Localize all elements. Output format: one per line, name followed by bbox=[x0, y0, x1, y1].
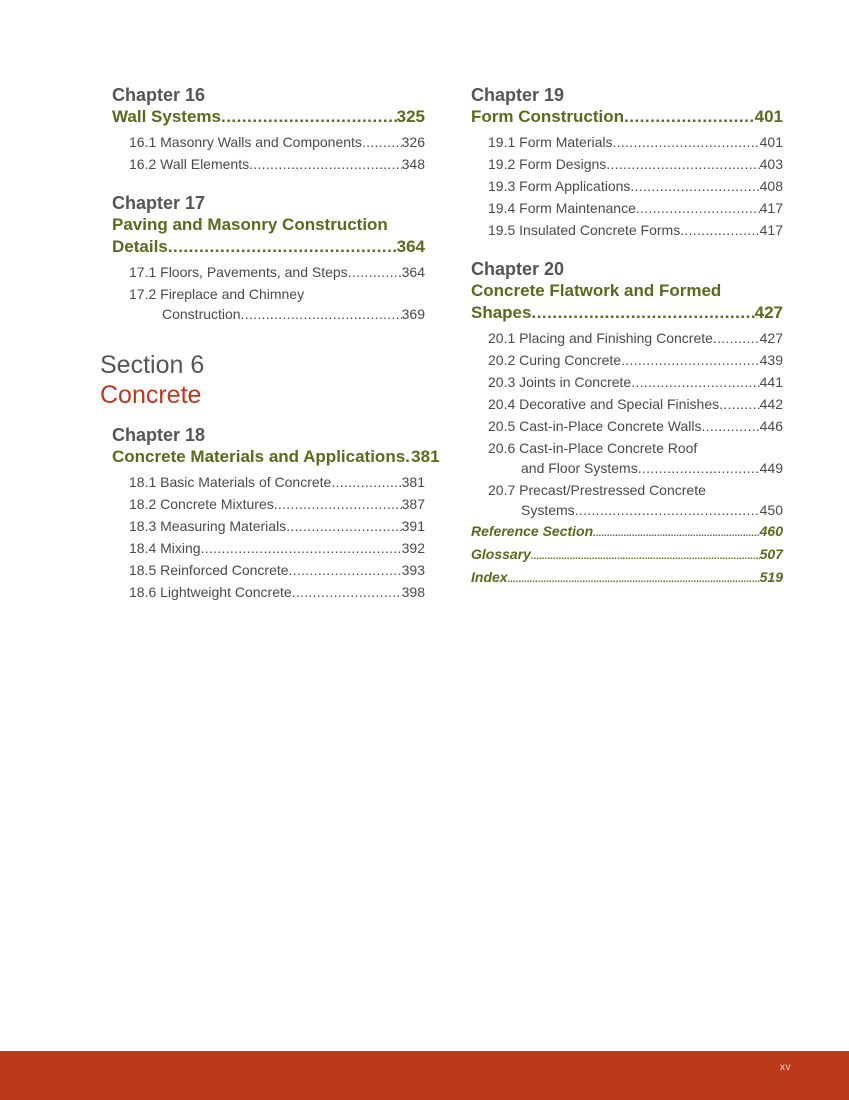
entry-page: 417 bbox=[759, 200, 783, 216]
entry-title: 20.5 Cast-in-Place Concrete Walls bbox=[488, 418, 702, 434]
leader-dots bbox=[249, 154, 402, 174]
chapter-title-text: Details bbox=[112, 237, 168, 256]
entry-title: 20.3 Joints in Concrete bbox=[488, 374, 632, 390]
toc-entry[interactable] bbox=[471, 350, 783, 370]
toc-entry[interactable] bbox=[471, 416, 783, 436]
leader-dots bbox=[621, 350, 760, 370]
entry-page: 446 bbox=[759, 418, 783, 434]
leader-dots bbox=[348, 262, 402, 282]
entry-title: 18.1 Basic Materials of Concrete bbox=[129, 474, 332, 490]
chapter-title-text: Shapes bbox=[471, 303, 532, 322]
entry-page: 364 bbox=[401, 264, 425, 280]
chapter-page: 427 bbox=[754, 303, 783, 322]
chapter-title-text: Concrete Materials and Applications bbox=[112, 447, 406, 466]
section-heading bbox=[100, 350, 425, 410]
chapter-page: 381 bbox=[411, 447, 440, 466]
leader-dots bbox=[201, 538, 402, 558]
leader-dots bbox=[531, 544, 760, 567]
back-matter-page: 519 bbox=[759, 569, 783, 585]
leader-dots bbox=[274, 494, 402, 514]
entry-title: 20.7 Precast/Prestressed Concrete bbox=[488, 482, 706, 498]
entry-title: 20.6 Cast-in-Place Concrete Roof bbox=[488, 440, 698, 456]
toc-entry[interactable] bbox=[471, 372, 783, 392]
toc-left-column bbox=[100, 84, 440, 620]
section-label: Section 6 bbox=[100, 351, 205, 379]
back-matter-index[interactable] bbox=[471, 567, 783, 590]
entry-title: 18.3 Measuring Materials bbox=[129, 518, 287, 534]
entry-page: 442 bbox=[759, 396, 783, 412]
leader-dots bbox=[701, 416, 759, 436]
entry-page: 381 bbox=[401, 474, 425, 490]
entry-title: 19.4 Form Maintenance bbox=[488, 200, 636, 216]
leader-dots bbox=[612, 132, 759, 152]
chapter-17 bbox=[100, 192, 425, 324]
leader-dots bbox=[631, 372, 759, 392]
chapter-page: 401 bbox=[754, 107, 783, 126]
chapter-16 bbox=[100, 84, 425, 174]
chapter-title[interactable] bbox=[471, 106, 783, 128]
back-matter-title: Index bbox=[471, 569, 508, 585]
entry-title: 20.2 Curing Concrete bbox=[488, 352, 622, 368]
entry-title: 20.4 Decorative and Special Finishes bbox=[488, 396, 720, 412]
entry-title: 18.6 Lightweight Concrete bbox=[129, 584, 292, 600]
toc-entry[interactable] bbox=[112, 472, 425, 492]
toc-entry[interactable] bbox=[112, 132, 425, 152]
leader-dots bbox=[593, 521, 759, 544]
chapter-title[interactable] bbox=[112, 106, 425, 128]
chapter-label: Chapter 17 bbox=[112, 193, 206, 213]
section-title: Concrete bbox=[100, 381, 202, 409]
chapter-page: 364 bbox=[396, 237, 425, 256]
chapter-title-text: Form Construction bbox=[471, 107, 624, 126]
entry-page: 369 bbox=[401, 306, 425, 322]
entry-page: 401 bbox=[759, 134, 783, 150]
toc-entry[interactable] bbox=[112, 516, 425, 536]
toc-entry[interactable] bbox=[471, 154, 783, 174]
entry-page: 408 bbox=[759, 178, 783, 194]
leader-dots bbox=[221, 106, 397, 128]
chapter-18 bbox=[100, 424, 440, 602]
toc-entry[interactable] bbox=[471, 480, 783, 520]
chapter-label: Chapter 19 bbox=[471, 85, 565, 105]
toc-entry[interactable] bbox=[471, 176, 783, 196]
entry-title-cont: and Floor Systems bbox=[521, 460, 638, 476]
chapter-page: 325 bbox=[396, 107, 425, 126]
chapter-title-line: Concrete Flatwork and Formed bbox=[471, 281, 722, 300]
chapter-19 bbox=[471, 84, 783, 240]
back-matter-title: Reference Section bbox=[471, 523, 594, 539]
chapter-title-line: Paving and Masonry Construction bbox=[112, 215, 388, 234]
chapter-title[interactable] bbox=[112, 446, 440, 468]
leader-dots bbox=[168, 236, 397, 258]
leader-dots bbox=[289, 560, 402, 580]
toc-entry[interactable] bbox=[471, 438, 783, 478]
leader-dots bbox=[606, 154, 759, 174]
chapter-title[interactable] bbox=[471, 280, 783, 324]
toc-entry[interactable] bbox=[112, 582, 425, 602]
toc-right-column bbox=[471, 84, 783, 608]
leader-dots bbox=[719, 394, 760, 414]
toc-entry[interactable] bbox=[471, 132, 783, 152]
entry-page: 417 bbox=[759, 222, 783, 238]
entry-page: 348 bbox=[401, 156, 425, 172]
back-matter-glossary[interactable] bbox=[471, 544, 783, 567]
chapter-title[interactable] bbox=[112, 214, 425, 258]
entry-title-cont: Construction bbox=[162, 306, 241, 322]
entry-page: 393 bbox=[401, 562, 425, 578]
leader-dots bbox=[630, 176, 759, 196]
entry-page: 403 bbox=[759, 156, 783, 172]
leader-dots bbox=[286, 516, 401, 536]
toc-entry[interactable] bbox=[112, 262, 425, 282]
entry-page: 449 bbox=[759, 460, 783, 476]
toc-entry[interactable] bbox=[112, 154, 425, 174]
toc-entry[interactable] bbox=[471, 328, 783, 348]
entry-page: 391 bbox=[401, 518, 425, 534]
entry-page: 392 bbox=[401, 540, 425, 556]
entry-page: 450 bbox=[759, 502, 783, 518]
entry-page: 326 bbox=[401, 134, 425, 150]
entry-title: 20.1 Placing and Finishing Concrete bbox=[488, 330, 713, 346]
entry-title: 17.1 Floors, Pavements, and Steps bbox=[129, 264, 348, 280]
toc-entry[interactable] bbox=[471, 394, 783, 414]
entry-page: 441 bbox=[759, 374, 783, 390]
back-matter-page: 460 bbox=[759, 523, 783, 539]
leader-dots bbox=[636, 198, 760, 218]
leader-dots bbox=[531, 302, 754, 324]
page-number: xv bbox=[780, 1062, 791, 1073]
leader-dots bbox=[362, 132, 402, 152]
entry-title: 16.2 Wall Elements bbox=[129, 156, 250, 172]
toc-entry[interactable] bbox=[471, 220, 783, 240]
back-matter-reference-section[interactable] bbox=[471, 521, 783, 544]
toc-entry[interactable] bbox=[112, 284, 425, 324]
toc-entry[interactable] bbox=[112, 494, 425, 514]
toc-entry[interactable] bbox=[112, 538, 425, 558]
entry-title: 16.1 Masonry Walls and Components bbox=[129, 134, 362, 150]
entry-title: 18.2 Concrete Mixtures bbox=[129, 496, 274, 512]
back-matter-title: Glossary bbox=[471, 546, 531, 562]
entry-title: 19.5 Insulated Concrete Forms bbox=[488, 222, 681, 238]
chapter-label: Chapter 20 bbox=[471, 259, 565, 279]
entry-title: 18.4 Mixing bbox=[129, 540, 201, 556]
footer-bar bbox=[0, 1051, 849, 1100]
entry-page: 387 bbox=[401, 496, 425, 512]
chapter-label: Chapter 16 bbox=[112, 85, 206, 105]
entry-title: 18.5 Reinforced Concrete bbox=[129, 562, 289, 578]
leader-dots bbox=[638, 458, 760, 478]
entry-title: 19.3 Form Applications bbox=[488, 178, 631, 194]
entry-page: 427 bbox=[759, 330, 783, 346]
entry-page: 398 bbox=[401, 584, 425, 600]
entry-title: 17.2 Fireplace and Chimney bbox=[129, 286, 305, 302]
toc-entry[interactable] bbox=[112, 560, 425, 580]
leader-dots bbox=[713, 328, 760, 348]
entry-title: 19.1 Form Materials bbox=[488, 134, 613, 150]
leader-dots bbox=[241, 304, 402, 324]
chapter-20 bbox=[471, 258, 783, 590]
leader-dots bbox=[680, 220, 759, 240]
leader-dots bbox=[331, 472, 401, 492]
leader-dots bbox=[508, 567, 760, 590]
chapter-label: Chapter 18 bbox=[112, 425, 206, 445]
leader-dots bbox=[624, 106, 755, 128]
entry-page: 439 bbox=[759, 352, 783, 368]
leader-dots bbox=[292, 582, 402, 602]
toc-entry[interactable] bbox=[471, 198, 783, 218]
back-matter-page: 507 bbox=[759, 546, 783, 562]
leader-dots bbox=[575, 500, 760, 520]
chapter-title-text: Wall Systems bbox=[112, 107, 221, 126]
entry-title: 19.2 Form Designs bbox=[488, 156, 607, 172]
entry-title-cont: Systems bbox=[521, 502, 575, 518]
